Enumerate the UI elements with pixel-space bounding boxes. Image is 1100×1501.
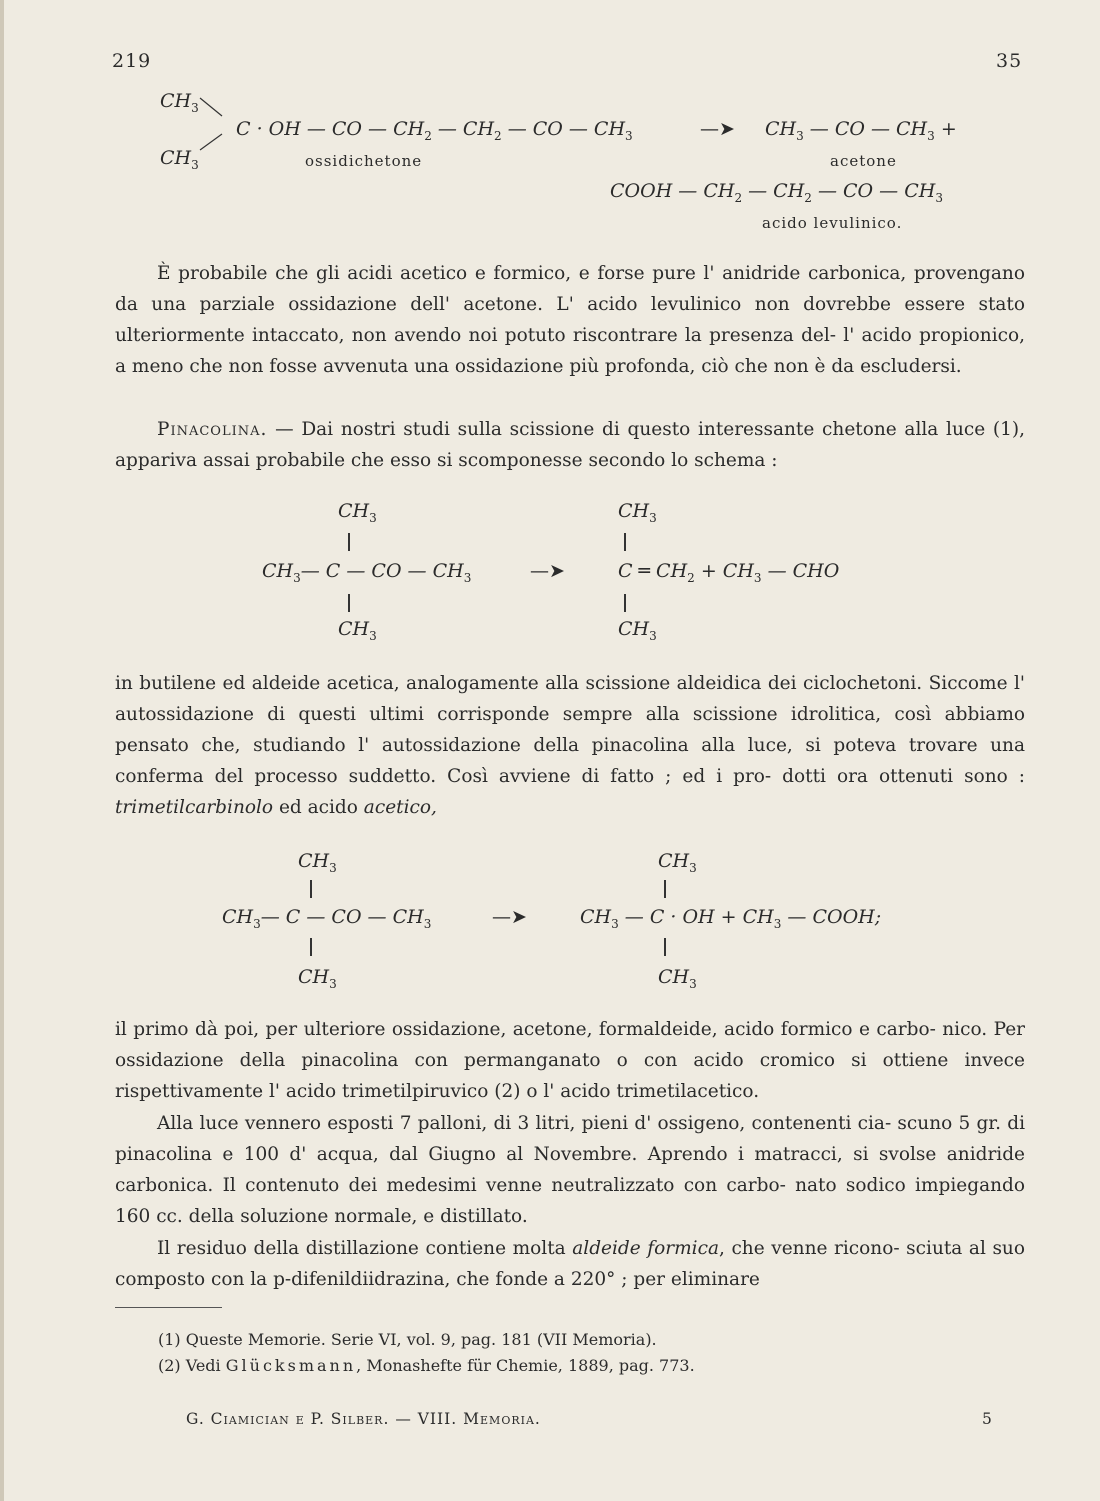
- footnote-rule: [115, 1307, 222, 1308]
- eq3-arrow: —➤: [492, 906, 527, 928]
- eq3-bottom-right: $CH_3$: [658, 966, 697, 991]
- footnote-2: (2) Vedi Glücksmann, Monashefte für Chemie, 1889, pag. 773.: [158, 1356, 695, 1375]
- footnote-1: (1) Queste Memorie. Serie VI, vol. 9, pag. 181 (VII Memoria).: [158, 1330, 657, 1349]
- paragraph-2: Pinacolina. — Dai nostri studi sulla scissione di questo interessante chetone alla luce (1), appariva assai probabile che esso si scomponesse secondo lo schema :: [115, 419, 1025, 471]
- eq2-bond-bottom-right: [624, 594, 626, 612]
- eq2-bottom-right: $CH_3$: [618, 618, 657, 643]
- eq3-bond-bottom-right: [664, 938, 666, 956]
- ossidichetone-formula: C · OH — CO — $CH_2$ — $CH_2$ — CO — $CH_3$: [236, 118, 633, 143]
- label-levulinico: acido levulinico.: [762, 214, 903, 232]
- eq2-pinacolina: $CH_3—$ C — CO — $CH_3$: [262, 560, 472, 585]
- label-ossidichetone: ossidichetone: [305, 152, 423, 170]
- eq2-top-left: $CH_3$: [338, 500, 377, 525]
- eq2-butilene-acetaldeide: C ═ $CH_2 + CH_3$ — CHO: [618, 560, 840, 585]
- eq3-top-left: $CH_3$: [298, 850, 337, 875]
- eq3-bond-bottom-left: [310, 938, 312, 956]
- paragraph-5: Alla luce vennero esposti 7 palloni, di 3 litri, pieni d' ossigeno, contenenti cia- scuno 5 gr. di pinacolina e 100 d' acqua, dal Giugno al Novembre. Aprendo i matracci, si svolse anidride carbonica. Il contenuto dei medesimi venne neutralizzato con carbo- nato sodico impiegando 160 cc. della soluzione normale, e distillato.: [115, 1113, 1025, 1227]
- eq2-top-right: $CH_3$: [618, 500, 657, 525]
- acetone-formula: $CH_3$ — CO — $CH_3$ +: [765, 118, 957, 143]
- methyl-bottom: $CH_3$: [160, 147, 199, 172]
- eq2-bond-bottom-left: [348, 594, 350, 612]
- signature-mark: 5: [982, 1410, 992, 1428]
- paragraph-3: in butilene ed aldeide acetica, analogamente alla scissione aldeidica dei ciclochetoni. Siccome l' autossidazione di questi ultimi corrisponde sempre alla scissione idrolitica, così abbiamo pensato che, studiando l' autossidazione della pinacolina alla luce, si poteva trovare una conferma del processo suddetto. Così avviene di fatto ; ed i pro- dotti ora ottenuti sono : trimetilcarbinolo ed acido acetico,: [115, 673, 1025, 818]
- section-heading-pinacolina: Pinacolina.: [157, 419, 268, 440]
- eq3-bond-top-right: [664, 880, 666, 898]
- page-edge: [0, 0, 4, 1501]
- eq2-arrow: —➤: [530, 560, 565, 582]
- reaction-arrow: —➤: [700, 118, 735, 140]
- paragraph-4: il primo dà poi, per ulteriore ossidazione, acetone, formaldeide, acido formico e carbo- nico. Per ossidazione della pinacolina con permanganato o con acido cromico si ottiene invece rispettivamente l' acido trimetilpiruvico (2) o l' acido trimetilacetico.: [115, 1019, 1025, 1102]
- page-number-left: 219: [112, 50, 152, 72]
- running-footer: G. Ciamician e P. Silber. — VIII. Memoria.: [186, 1410, 541, 1428]
- eq3-top-right: $CH_3$: [658, 850, 697, 875]
- eq2-bond-top-right: [624, 533, 626, 551]
- eq2-bottom-left: $CH_3$: [338, 618, 377, 643]
- methyl-top: $CH_3$: [160, 90, 199, 115]
- branch-lines: [196, 96, 236, 156]
- paragraph-6: Il residuo della distillazione contiene molta aldeide formica, che venne ricono- sciuta al suo composto con la p-difenildiidrazina, che fonde a 220° ; per eliminare: [115, 1238, 1025, 1290]
- eq2-bond-top-left: [348, 533, 350, 551]
- levulinic-formula: COOH — $CH_2$ — $CH_2$ — CO — $CH_3$: [610, 180, 943, 205]
- label-acetone: acetone: [830, 152, 897, 170]
- eq3-trimetilcarbinolo-acetico: $CH_3$ — C · OH + $CH_3$ — COOH;: [580, 906, 882, 931]
- paragraph-1: È probabile che gli acidi acetico e formico, e forse pure l' anidride carbonica, provengano da una parziale ossidazione dell' acetone. L' acido levulinico non dovrebbe essere stato ulteriormente intaccato, non avendo noi potuto riscontrare la presenza del- l' acido propionico, a meno che non fosse avvenuta una ossidazione più profonda, ciò che non è da escludersi.: [115, 263, 1025, 377]
- eq3-pinacolina: $CH_3—$ C — CO — $CH_3$: [222, 906, 432, 931]
- page-number-right: 35: [996, 50, 1023, 72]
- eq3-bond-top-left: [310, 880, 312, 898]
- eq3-bottom-left: $CH_3$: [298, 966, 337, 991]
